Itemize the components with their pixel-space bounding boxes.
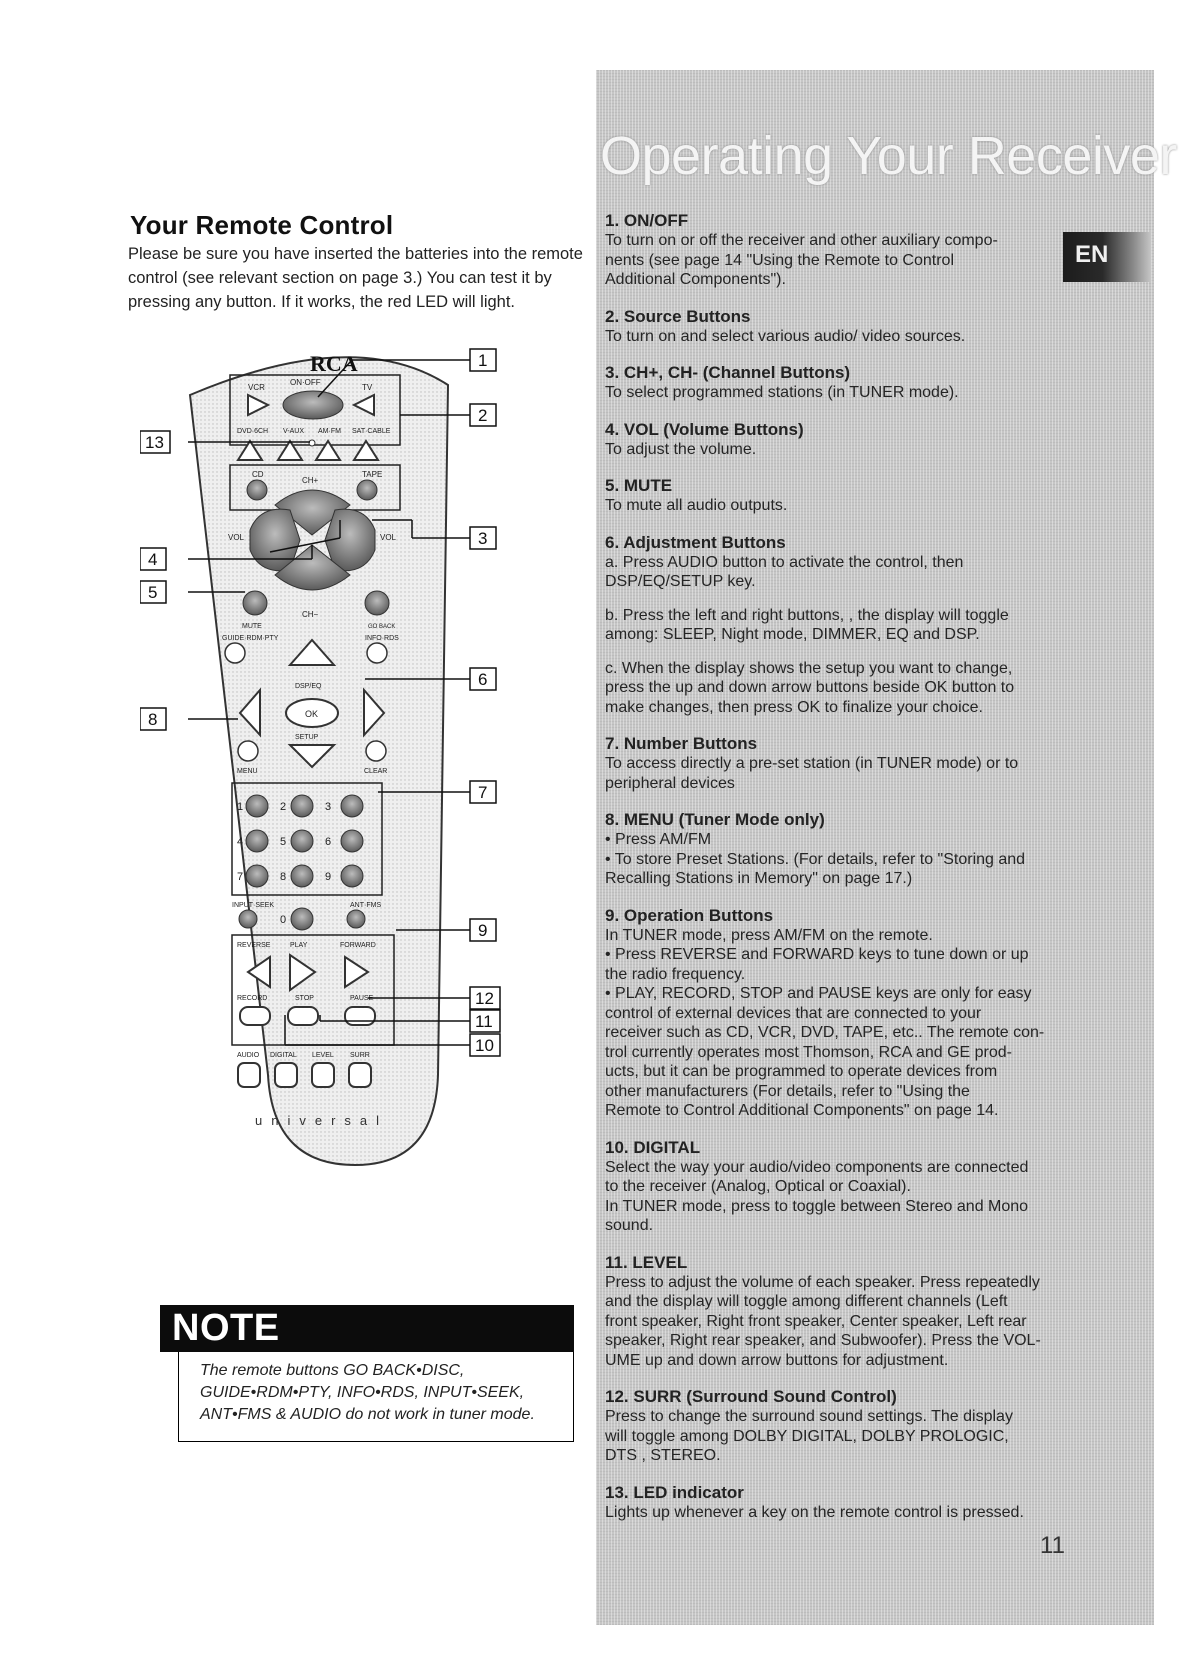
intro-paragraph: Please be sure you have inserted the batteries into the remote control (see relevant section on page 3.) You can test it by pressing any button. If it works, the red LED will light. bbox=[128, 245, 583, 311]
instruction-item bbox=[605, 362, 1075, 403]
instruction-line: Press to change the surround sound settings. The display bbox=[605, 1408, 1013, 1425]
instruction-item bbox=[605, 1252, 1075, 1371]
digit-button-4[interactable] bbox=[246, 830, 268, 852]
tape-button[interactable] bbox=[357, 480, 377, 500]
label-vol-left: VOL bbox=[228, 533, 245, 542]
digit-button-0[interactable] bbox=[291, 908, 313, 930]
label-amfm: AM·FM bbox=[318, 428, 341, 435]
instruction-line: • PLAY, RECORD, STOP and PAUSE keys are only for easy bbox=[605, 985, 1032, 1002]
instruction-title: 4. VOL (Volume Buttons) bbox=[605, 419, 804, 439]
label-vcr: VCR bbox=[248, 383, 265, 392]
instruction-item bbox=[605, 419, 1075, 460]
led-indicator bbox=[309, 440, 315, 446]
digit-button-7[interactable] bbox=[246, 865, 268, 887]
label-dvd: DVD·6CH bbox=[237, 428, 269, 435]
instruction-title: 12. SURR (Surround Sound Control) bbox=[605, 1387, 897, 1406]
instruction-line: To adjust the volume. bbox=[605, 440, 757, 458]
callout-label-12: 12 bbox=[475, 989, 494, 1008]
instruction-line: In TUNER mode, press to toggle between Stereo and Mono bbox=[605, 1197, 1029, 1215]
instruction-list bbox=[605, 210, 1075, 1538]
instruction-title: 1. ON/OFF bbox=[605, 211, 689, 230]
label-surr: SURR bbox=[350, 1052, 370, 1059]
digit-label-6: 6 bbox=[325, 836, 332, 848]
stop-button[interactable] bbox=[288, 1007, 318, 1025]
instruction-line: Recalling Stations in Memory" on page 17.) bbox=[605, 870, 913, 887]
instruction-line: Press to adjust the volume of each speaker. Press repeatedly bbox=[605, 1273, 1040, 1291]
digit-button-2[interactable] bbox=[291, 795, 313, 817]
instruction-line: DSP/EQ/SETUP key. bbox=[605, 573, 756, 590]
instruction-line: • Press AM/FM bbox=[605, 831, 712, 848]
instruction-line: make changes, then press OK to finalize your choice. bbox=[605, 698, 983, 716]
instruction-line: ucts, but it can be programmed to operate devices from bbox=[605, 1063, 998, 1080]
ant-fms-button[interactable] bbox=[347, 910, 365, 928]
label-forward: FORWARD bbox=[340, 942, 376, 949]
instruction-line: control of external devices that are connected to your bbox=[605, 1004, 982, 1022]
instruction-line: trol currently operates most Thomson, RCA and GE prod- bbox=[605, 1043, 1012, 1061]
label-info: INFO·RDS bbox=[365, 635, 399, 642]
digit-label-7: 7 bbox=[237, 871, 244, 883]
instruction-item bbox=[605, 733, 1075, 793]
callout-label-2: 2 bbox=[478, 406, 488, 425]
label-tv: TV bbox=[362, 383, 373, 392]
page-number: 11 bbox=[1040, 1532, 1065, 1559]
digit-label-3: 3 bbox=[325, 801, 332, 813]
digit-button-5[interactable] bbox=[291, 830, 313, 852]
instruction-line: UME up and down arrow buttons for adjustment. bbox=[605, 1351, 949, 1369]
audio-button[interactable] bbox=[238, 1063, 260, 1087]
label-sat: SAT·CABLE bbox=[352, 428, 391, 435]
callout-label-3: 3 bbox=[478, 529, 488, 548]
label-audio: AUDIO bbox=[237, 1052, 260, 1059]
callout-label-5: 5 bbox=[148, 583, 158, 602]
instruction-line: • To store Preset Stations. (For details, refer to "Storing and bbox=[605, 850, 1026, 868]
instruction-subblock bbox=[605, 606, 1075, 645]
digit-button-1[interactable] bbox=[246, 795, 268, 817]
instruction-line: a. Press AUDIO button to activate the control, then bbox=[605, 553, 964, 571]
label-digital: DIGITAL bbox=[270, 1052, 297, 1059]
instruction-line: to the receiver (Analog, Optical or Coaxial). bbox=[605, 1178, 911, 1195]
instruction-line: To mute all audio outputs. bbox=[605, 497, 788, 514]
instruction-line: To turn on or off the receiver and other auxiliary compo- bbox=[605, 232, 998, 249]
mute-button[interactable] bbox=[243, 591, 267, 615]
instruction-line: Additional Components"). bbox=[605, 271, 786, 288]
instruction-line: sound. bbox=[605, 1217, 654, 1234]
label-dsp: DSP/EQ bbox=[295, 683, 322, 690]
digit-label-0: 0 bbox=[280, 914, 287, 926]
label-play: PLAY bbox=[290, 942, 308, 949]
instruction-item bbox=[605, 306, 1075, 347]
digit-button-3[interactable] bbox=[341, 795, 363, 817]
label-goback: GO BACK bbox=[368, 624, 396, 630]
digit-button-9[interactable] bbox=[341, 865, 363, 887]
instruction-line: peripheral devices bbox=[605, 774, 735, 792]
digit-button-8[interactable] bbox=[291, 865, 313, 887]
label-setup: SETUP bbox=[295, 734, 319, 741]
instruction-title: 10. DIGITAL bbox=[605, 1137, 701, 1157]
instruction-line: Remote to Control Additional Components" on page 14. bbox=[605, 1102, 999, 1119]
label-vol-right: VOL bbox=[380, 533, 397, 542]
menu-button[interactable] bbox=[238, 741, 258, 761]
note-text: The remote buttons GO BACK•DISC, GUIDE•RDM•PTY, INFO•RDS, INPUT•SEEK, ANT•FMS & AUDIO do not work in tuner mode. bbox=[200, 1362, 535, 1423]
instruction-line: receiver such as CD, VCR, DVD, TAPE, etc.. The remote con- bbox=[605, 1024, 1045, 1041]
digit-label-5: 5 bbox=[280, 836, 287, 848]
guide-button[interactable] bbox=[225, 643, 245, 663]
callout-label-4: 4 bbox=[148, 550, 158, 569]
digital-button[interactable] bbox=[275, 1063, 297, 1087]
surr-button[interactable] bbox=[349, 1063, 371, 1087]
instruction-line: among: SLEEP, Night mode, DIMMER, EQ and DSP. bbox=[605, 626, 980, 643]
instruction-line: nents (see page 14 "Using the Remote to Control bbox=[605, 251, 954, 269]
instruction-line: front speaker, Right front speaker, Center speaker, Left rear bbox=[605, 1312, 1027, 1330]
level-button[interactable] bbox=[312, 1063, 334, 1087]
label-tape: TAPE bbox=[362, 470, 383, 479]
label-menu: MENU bbox=[237, 768, 258, 775]
goback-button[interactable] bbox=[365, 591, 389, 615]
instruction-line: c. When the display shows the setup you want to change, bbox=[605, 659, 1013, 677]
instruction-line: • Press REVERSE and FORWARD keys to tune down or up bbox=[605, 946, 1029, 963]
note-label: NOTE bbox=[172, 1307, 280, 1349]
language-badge bbox=[1063, 232, 1151, 282]
remote-control-diagram bbox=[140, 335, 570, 1240]
instruction-line: To turn on and select various audio/ video sources. bbox=[605, 327, 966, 345]
instruction-title: 7. Number Buttons bbox=[605, 734, 758, 753]
instruction-line: and the display will toggle among different channels (Left bbox=[605, 1293, 1008, 1310]
instruction-item bbox=[605, 809, 1075, 889]
callout-label-6: 6 bbox=[478, 670, 488, 689]
instruction-line: To select programmed stations (in TUNER mode). bbox=[605, 384, 959, 401]
instruction-line: Select the way your audio/video components are connected bbox=[605, 1158, 1029, 1176]
callout-label-7: 7 bbox=[478, 783, 488, 802]
label-ant-fms: ANT·FMS bbox=[350, 902, 382, 909]
callout-label-1: 1 bbox=[478, 351, 488, 370]
digit-label-9: 9 bbox=[325, 871, 332, 883]
label-reverse: REVERSE bbox=[237, 942, 271, 949]
instruction-line: other manufacturers (For details, refer to "Using the bbox=[605, 1082, 970, 1100]
instruction-subblock bbox=[605, 659, 1075, 718]
label-stop: STOP bbox=[295, 995, 314, 1002]
instruction-item bbox=[605, 1137, 1075, 1236]
digit-label-8: 8 bbox=[280, 871, 287, 883]
digit-button-6[interactable] bbox=[341, 830, 363, 852]
label-chplus: CH+ bbox=[302, 476, 319, 485]
callout-label-11: 11 bbox=[475, 1012, 493, 1031]
label-ok: OK bbox=[305, 709, 319, 719]
input-seek-button[interactable] bbox=[239, 910, 257, 928]
universal-logo: universal bbox=[255, 1113, 389, 1128]
label-chminus: CH− bbox=[302, 610, 319, 619]
page-title: Operating Your Receiver bbox=[600, 126, 1177, 186]
instruction-line: press the up and down arrow buttons beside OK button to bbox=[605, 679, 1015, 696]
info-button[interactable] bbox=[367, 643, 387, 663]
pause-button[interactable] bbox=[345, 1007, 375, 1025]
label-vaux: V-AUX bbox=[283, 428, 305, 435]
label-onoff: ON·OFF bbox=[290, 378, 321, 387]
badge-text: EN bbox=[1075, 241, 1109, 268]
instruction-line: b. Press the left and right buttons, , the display will toggle bbox=[605, 606, 1009, 624]
instruction-item bbox=[605, 905, 1075, 1121]
instruction-title: 3. CH+, CH- (Channel Buttons) bbox=[605, 363, 851, 382]
callout-label-8: 8 bbox=[148, 710, 158, 729]
note-header bbox=[160, 1305, 574, 1352]
instruction-line: the radio frequency. bbox=[605, 965, 746, 983]
instruction-line: will toggle among DOLBY DIGITAL, DOLBY PROLOGIC, bbox=[605, 1427, 1009, 1445]
instruction-line: DTS , STEREO. bbox=[605, 1447, 721, 1464]
digit-label-2: 2 bbox=[280, 801, 287, 813]
clear-button[interactable] bbox=[366, 741, 386, 761]
instruction-item bbox=[605, 532, 1075, 718]
record-button[interactable] bbox=[240, 1007, 270, 1025]
callout-label-9: 9 bbox=[478, 921, 488, 940]
label-input-seek: INPUT·SEEK bbox=[232, 902, 275, 909]
onoff-button[interactable] bbox=[283, 391, 343, 419]
instruction-title: 9. Operation Buttons bbox=[605, 905, 774, 925]
brand-logo: RCA bbox=[310, 351, 358, 376]
instruction-line: Lights up whenever a key on the remote control is pressed. bbox=[605, 1503, 1024, 1521]
instruction-title: 5. MUTE bbox=[605, 476, 673, 495]
instruction-title: 13. LED indicator bbox=[605, 1482, 744, 1502]
instruction-item bbox=[605, 1386, 1075, 1466]
instruction-item bbox=[605, 1482, 1075, 1523]
callout-label-13: 13 bbox=[145, 433, 164, 452]
instruction-item bbox=[605, 210, 1075, 290]
cd-button[interactable] bbox=[247, 480, 267, 500]
label-level: LEVEL bbox=[312, 1052, 334, 1059]
instruction-title: 11. LEVEL bbox=[605, 1252, 688, 1272]
section-title: Your Remote Control bbox=[130, 210, 394, 240]
label-clear: CLEAR bbox=[364, 768, 388, 775]
callout-label-10: 10 bbox=[475, 1036, 494, 1055]
label-guide: GUIDE·RDM·PTY bbox=[222, 635, 279, 642]
instruction-item bbox=[605, 475, 1075, 516]
instruction-title: 8. MENU (Tuner Mode only) bbox=[605, 810, 825, 829]
label-record: RECORD bbox=[237, 995, 268, 1002]
digit-label-1: 1 bbox=[237, 801, 244, 813]
instruction-line: In TUNER mode, press AM/FM on the remote. bbox=[605, 926, 933, 944]
instruction-line: speaker, Right rear speaker, and Subwoofer). Press the VOL- bbox=[605, 1332, 1041, 1349]
instruction-title: 6. Adjustment Buttons bbox=[605, 532, 786, 552]
digit-label-4: 4 bbox=[237, 836, 244, 848]
label-cd: CD bbox=[252, 470, 264, 479]
label-pause: PAUSE bbox=[350, 995, 374, 1002]
instruction-title: 2. Source Buttons bbox=[605, 306, 751, 326]
label-mute: MUTE bbox=[242, 623, 262, 630]
instruction-line: To access directly a pre-set station (in TUNER mode) or to bbox=[605, 755, 1019, 772]
